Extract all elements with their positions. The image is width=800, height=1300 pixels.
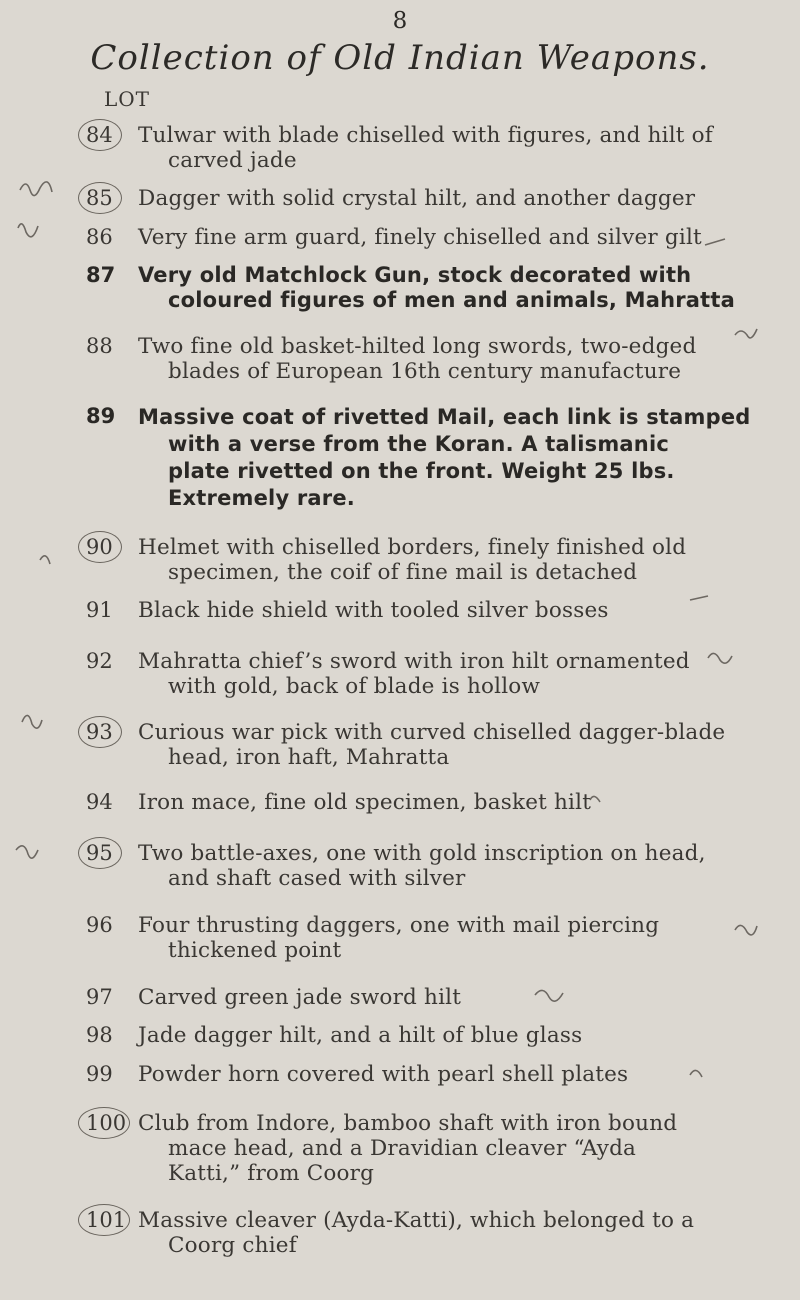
- lot-description: Helmet with chiselled borders, finely finished old: [138, 535, 687, 560]
- page-title: Collection of Old Indian Weapons.: [90, 38, 710, 78]
- lot-description: Jade dagger hilt, and a hilt of blue glass: [138, 1023, 583, 1048]
- lot-description-cont: Extremely rare.: [168, 486, 355, 510]
- lot-number: 86: [86, 225, 113, 249]
- lot-description-cont: Katti,” from Coorg: [168, 1161, 375, 1186]
- lot-description: Iron mace, fine old specimen, basket hilt: [138, 790, 592, 815]
- lot-description: Curious war pick with curved chiselled dagger-blade: [138, 720, 726, 745]
- lot-description: Tulwar with blade chiselled with figures, and hilt of: [138, 123, 713, 148]
- lot-description: Carved green jade sword hilt: [138, 985, 462, 1010]
- lot-description: Massive cleaver (Ayda-Katti), which belonged to a: [138, 1208, 695, 1233]
- lot-number: 89: [86, 404, 116, 428]
- lot-description-cont: carved jade: [168, 148, 297, 173]
- lot-number: 90: [86, 535, 113, 559]
- lot-number: 97: [86, 985, 113, 1009]
- lot-description-cont: coloured figures of men and animals, Mahratta: [168, 288, 735, 312]
- lot-description: Massive coat of rivetted Mail, each link is stamped: [138, 405, 751, 429]
- lot-number: 95: [86, 841, 113, 865]
- lot-description: Four thrusting daggers, one with mail piercing: [138, 913, 660, 938]
- lot-description-cont: Coorg chief: [168, 1233, 297, 1258]
- lot-description-cont: mace head, and a Dravidian cleaver “Ayda: [168, 1136, 637, 1161]
- lot-description-cont: specimen, the coif of fine mail is detached: [168, 560, 638, 585]
- lot-description-cont: plate rivetted on the front. Weight 25 lbs.: [168, 459, 675, 483]
- lot-description: Very fine arm guard, finely chiselled and silver gilt: [138, 225, 702, 250]
- lot-description-cont: head, iron haft, Mahratta: [168, 745, 450, 770]
- lot-description: Black hide shield with tooled silver bosses: [138, 598, 609, 623]
- lot-number: 101: [86, 1208, 127, 1232]
- page-number: 8: [392, 8, 408, 34]
- lot-description: Powder horn covered with pearl shell plates: [138, 1062, 629, 1087]
- lot-description: Very old Matchlock Gun, stock decorated with: [138, 263, 692, 287]
- lot-description: Two battle-axes, one with gold inscription on head,: [138, 841, 706, 866]
- lot-number: 98: [86, 1023, 113, 1047]
- lot-description-cont: blades of European 16th century manufacture: [168, 359, 682, 384]
- lot-number: 92: [86, 649, 113, 673]
- lot-column-header: LOT: [104, 87, 151, 111]
- lot-number: 84: [86, 123, 113, 147]
- lot-description-cont: with a verse from the Koran. A talismanic: [168, 432, 669, 456]
- lot-number: 94: [86, 790, 113, 814]
- lot-number: 96: [86, 913, 113, 937]
- lot-number: 88: [86, 334, 113, 358]
- lot-description: Dagger with solid crystal hilt, and another dagger: [138, 186, 696, 211]
- lot-description-cont: and shaft cased with silver: [168, 866, 466, 891]
- lot-number: 85: [86, 186, 113, 210]
- lot-description: Mahratta chief’s sword with iron hilt ornamented: [138, 649, 690, 674]
- lot-number: 87: [86, 263, 116, 287]
- lot-description: Two fine old basket-hilted long swords, two-edged: [138, 334, 697, 359]
- lot-number: 100: [86, 1111, 127, 1135]
- lot-number: 99: [86, 1062, 113, 1086]
- lot-description-cont: with gold, back of blade is hollow: [168, 674, 541, 699]
- lot-number: 93: [86, 720, 113, 744]
- lot-description: Club from Indore, bamboo shaft with iron bound: [138, 1111, 678, 1136]
- lot-description-cont: thickened point: [168, 938, 342, 963]
- lot-number: 91: [86, 598, 113, 622]
